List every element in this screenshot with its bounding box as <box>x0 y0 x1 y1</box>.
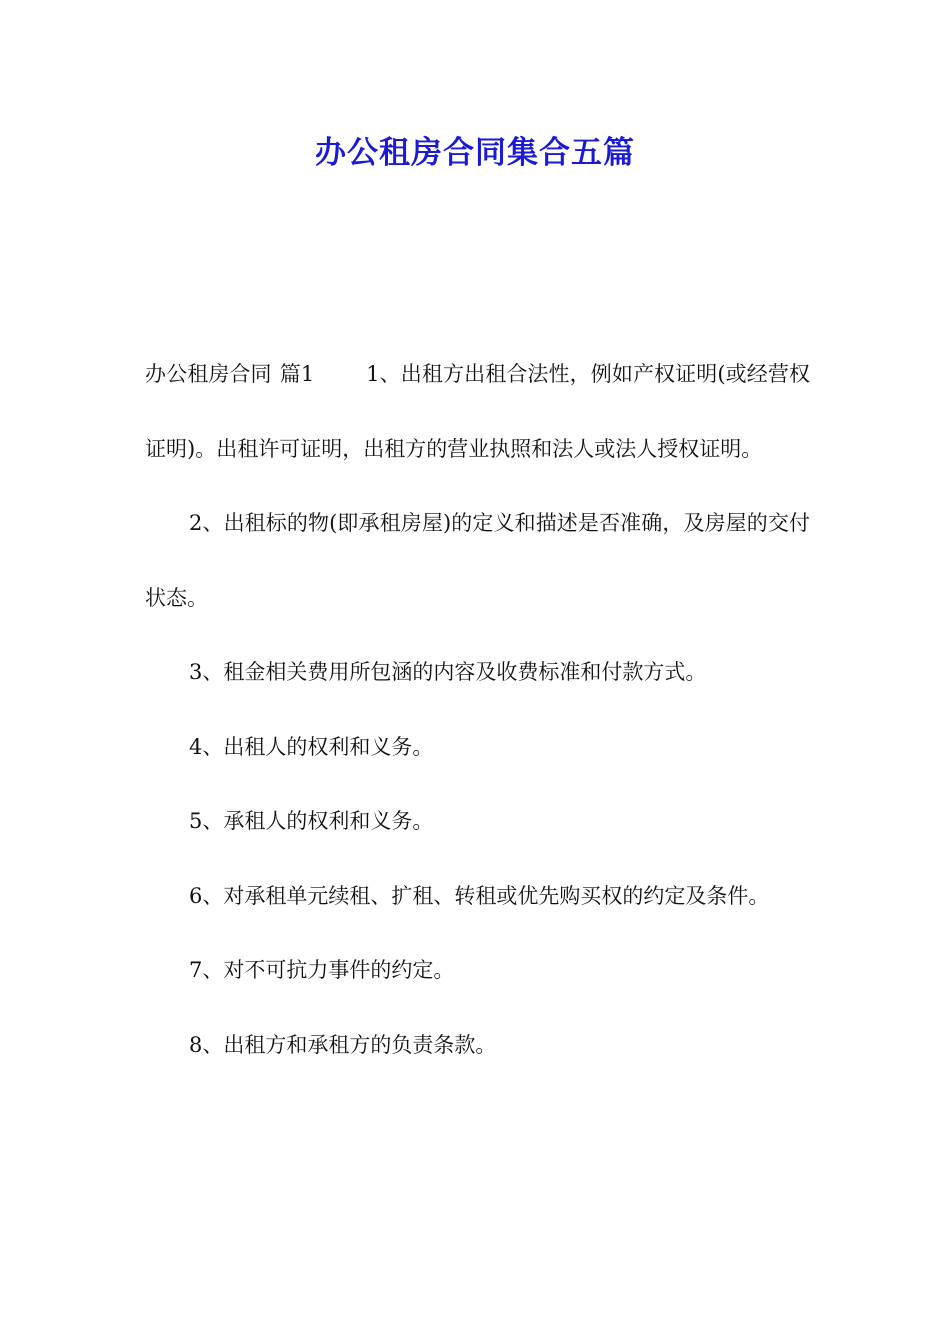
paragraph-3: 3、租金相关费用所包涵的内容及收费标准和付款方式。 <box>189 660 707 684</box>
paragraph-5: 5、承租人的权利和义务。 <box>189 809 434 833</box>
section-heading: 办公租房合同 <box>145 362 272 386</box>
paragraph-1 <box>145 337 810 486</box>
document-title: 办公租房合同集合五篇 <box>315 135 635 171</box>
paragraph-text: 1、出租方出租合法性，例如产权证明(或经营权证明)。出租许可证明，出租方的营业执照和法人或法人授权证明。 <box>145 362 810 461</box>
section-number: 篇1 <box>279 362 315 386</box>
document-body <box>145 337 810 1082</box>
paragraph-6: 6、对承租单元续租、扩租、转租或优先购买权的约定及条件。 <box>189 883 770 908</box>
paragraph-4: 4、出租人的权利和义务。 <box>189 734 434 759</box>
paragraph-7: 7、对不可抗力事件的约定。 <box>189 958 455 982</box>
paragraph-8: 8、出租方和承租方的负责条款。 <box>189 1032 497 1057</box>
paragraph-2: 2、出租标的物(即承租房屋)的定义和描述是否准确，及房屋的交付状态。 <box>145 511 810 610</box>
